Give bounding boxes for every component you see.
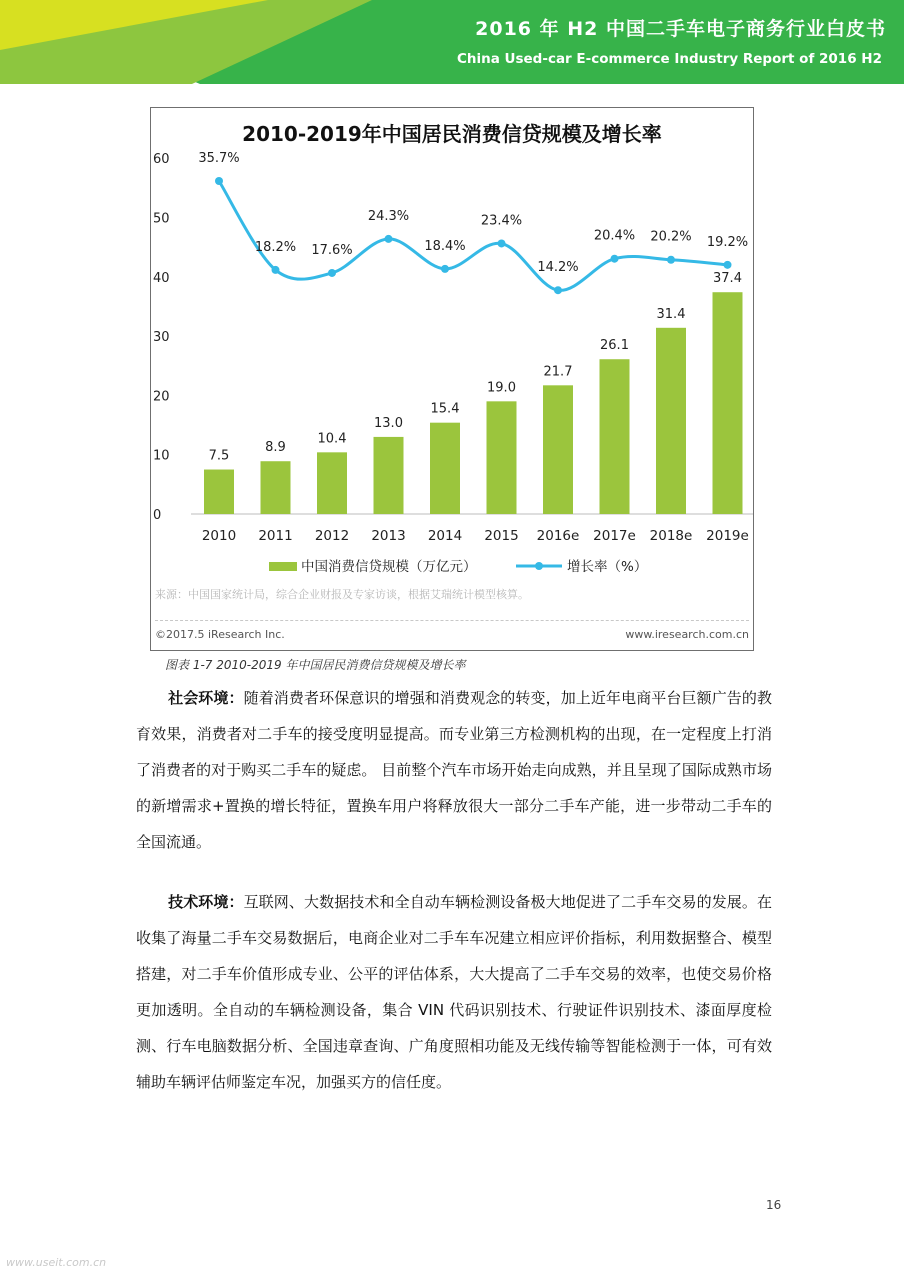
growth-rate-label: 35.7% xyxy=(198,151,240,166)
growth-rate-point xyxy=(611,255,619,263)
paragraph-lead: 社会环境： xyxy=(168,689,244,707)
x-tick-label: 2012 xyxy=(314,528,350,544)
chart-canvas xyxy=(151,108,753,578)
growth-rate-point xyxy=(554,286,562,294)
bar-2014 xyxy=(430,423,460,514)
bar-2011 xyxy=(261,461,291,514)
y-tick-label: 20 xyxy=(153,389,170,405)
chart-copyright: ©2017.5 iResearch Inc. xyxy=(155,628,285,641)
bar-2010 xyxy=(204,470,234,514)
bar-value-label: 8.9 xyxy=(265,440,286,456)
bar-2016e xyxy=(543,385,573,514)
chart-title: 2010-2019年中国居民消费信贷规模及增长率 xyxy=(242,122,662,146)
growth-rate-label: 23.4% xyxy=(480,213,523,229)
report-title: 2016 年 H2 中国二手车电子商务行业白皮书 xyxy=(475,18,886,40)
y-tick-label: 30 xyxy=(153,330,170,346)
growth-rate-point xyxy=(272,266,280,274)
bar-2018e xyxy=(656,328,686,514)
bar-2015 xyxy=(487,401,517,514)
growth-rate-point xyxy=(498,239,506,247)
bar-2019e xyxy=(713,292,743,514)
growth-rate-label: 14.2% xyxy=(537,260,579,276)
bar-value-label: 31.4 xyxy=(656,306,686,322)
paragraph-text: 随着消费者环保意识的增强和消费观念的转变，加上近年电商平台巨额广告的教育效果，消费者对二手车的接受度明显提高。而专业第三方检测机构的出现，在一定程度上打消了消费者的对于购买二手车的疑虑。 目前整个汽车市场开始走向成熟，并且呈现了国际成熟市场的新增需求+置换的增长特征，置换车用户将释放很大一部分二手车产能，进一步带动二手车的全国流通。 xyxy=(136,689,772,851)
x-tick-label: 2010 xyxy=(201,528,237,544)
growth-rate-label: 18.4% xyxy=(424,238,466,254)
report-subtitle: China Used-car E-commerce Industry Report of 2016 H2 xyxy=(456,51,882,67)
chart-divider xyxy=(155,620,749,621)
growth-rate-label: 18.2% xyxy=(254,239,297,255)
growth-rate-point xyxy=(724,261,732,269)
figure-caption: 图表 1-7 2010-2019 年中国居民消费信贷规模及增长率 xyxy=(165,658,466,672)
y-tick-label: 40 xyxy=(153,270,170,286)
x-tick-label: 2019e xyxy=(706,528,749,544)
legend-line-label: 增长率（%） xyxy=(567,559,648,575)
x-tick-label: 2014 xyxy=(427,528,463,544)
header-banner-shapes xyxy=(0,0,904,84)
chart-panel xyxy=(150,107,754,651)
growth-rate-point xyxy=(385,235,393,243)
watermark: www.useit.com.cn xyxy=(6,1256,107,1269)
growth-rate-point xyxy=(328,269,336,277)
legend-bar-label: 中国消费信贷规模（万亿元） xyxy=(301,559,477,575)
bar-value-label: 26.1 xyxy=(600,338,629,354)
x-tick-label: 2016e xyxy=(536,528,580,544)
growth-rate-point xyxy=(441,265,449,273)
paragraph-text: 互联网、大数据技术和全自动车辆检测设备极大地促进了二手车交易的发展。在收集了海量二手车交易数据后，电商企业对二手车车况建立相应评价指标，利用数据整合、模型搭建，对二手车价值形成专业、公平的评估体系，大大提高了二手车交易的效率，也使交易价格更加透明。全自动的车辆检测设备，集合 VIN 代码识别技术、行驶证件识别技术、漆面厚度检测、行车电脑数据分析、全国违章查询、广角度照相功能及无线传输等智能检测于一体，可有效辅助车辆评估师鉴定车况，加强买方的信任度。 xyxy=(136,893,772,1091)
bar-value-label: 15.4 xyxy=(430,401,460,417)
x-tick-label: 2013 xyxy=(371,528,406,544)
bar-2012 xyxy=(317,452,347,514)
x-tick-label: 2018e xyxy=(649,528,693,544)
bar-value-label: 10.4 xyxy=(317,431,347,447)
growth-rate-label: 17.6% xyxy=(311,242,353,258)
x-tick-label: 2017e xyxy=(593,528,636,544)
bar-value-label: 7.5 xyxy=(208,448,230,464)
bar-2013 xyxy=(374,437,404,514)
growth-rate-label: 20.4% xyxy=(593,228,636,244)
growth-rate-label: 24.3% xyxy=(367,208,410,224)
y-tick-label: 10 xyxy=(153,448,170,464)
bar-value-label: 13.0 xyxy=(374,415,403,431)
legend-bar-swatch xyxy=(269,562,297,571)
y-tick-label: 50 xyxy=(153,211,170,227)
x-tick-label: 2011 xyxy=(258,528,293,544)
chart-source: 来源：中国国家统计局，综合企业财报及专家访谈，根据艾瑞统计模型核算。 xyxy=(155,588,529,601)
paragraph-lead: 技术环境： xyxy=(168,893,244,911)
paragraph-tech-environment xyxy=(136,884,772,1100)
bar-2017e xyxy=(600,359,630,514)
bar-value-label: 21.7 xyxy=(543,364,573,380)
growth-rate-label: 19.2% xyxy=(706,234,749,250)
y-tick-label: 60 xyxy=(153,152,170,168)
growth-rate-point xyxy=(215,177,223,185)
bar-value-label: 37.4 xyxy=(713,271,742,287)
header-band xyxy=(0,0,904,84)
page-number: 16 xyxy=(766,1198,782,1212)
x-tick-label: 2015 xyxy=(484,528,519,544)
chart-website: www.iresearch.com.cn xyxy=(625,628,749,641)
growth-rate-label: 20.2% xyxy=(650,229,692,245)
legend-line-marker xyxy=(535,562,543,570)
bar-value-label: 19.0 xyxy=(487,380,516,396)
growth-rate-point xyxy=(667,256,675,264)
y-tick-label: 0 xyxy=(153,508,162,523)
paragraph-social-environment xyxy=(136,680,772,860)
